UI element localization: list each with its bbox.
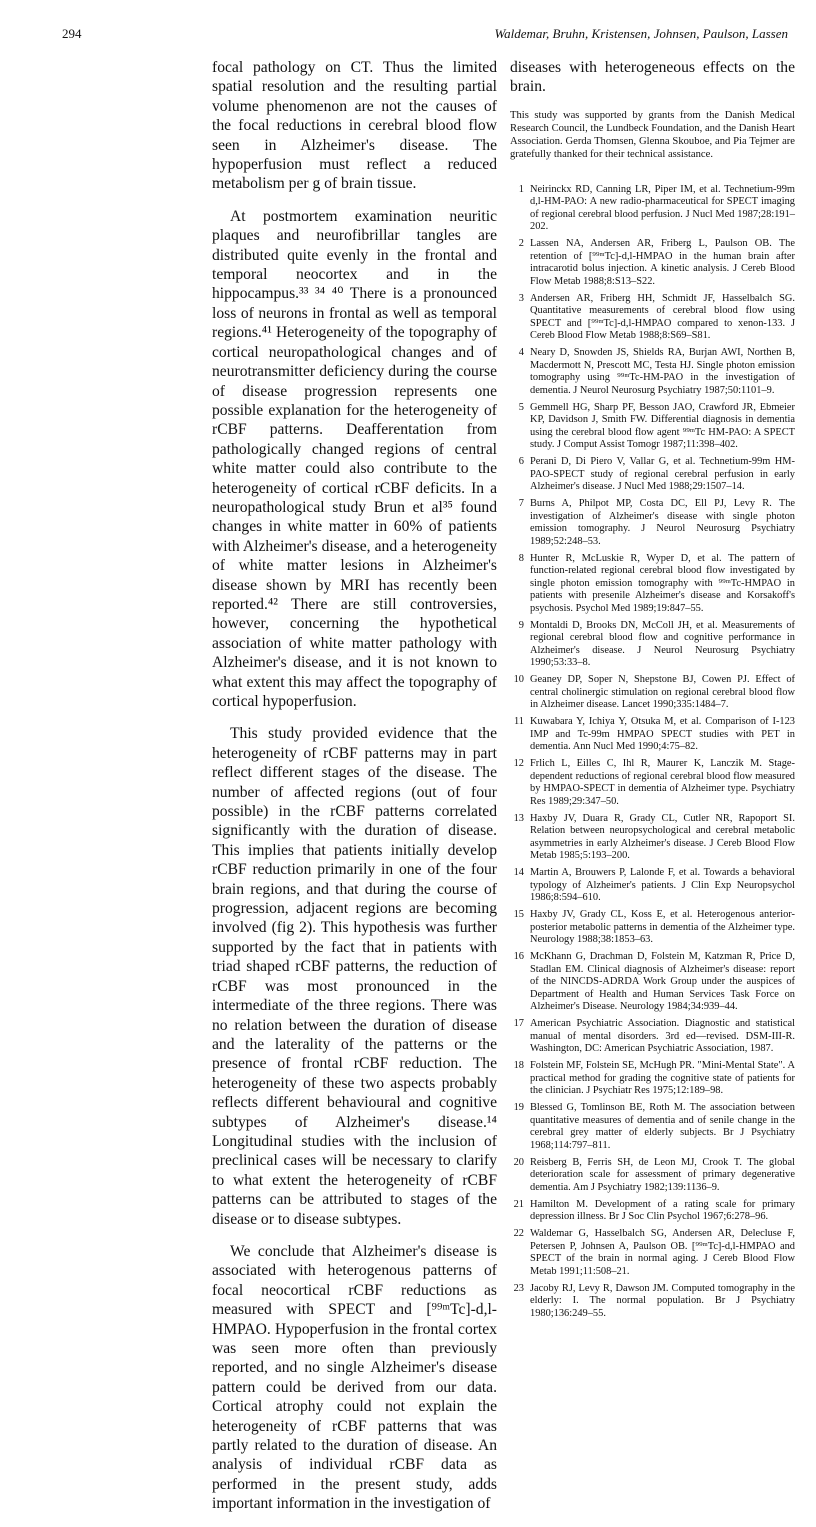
reference-text: Frlich L, Eilles C, Ihl R, Maurer K, Lanczik M. Stage-dependent reductions of regional cerebral blood flow measured by HMPAO-SPECT in dementia of Alzheimer type. Psychiatry Res 1989;29:347–50. <box>530 758 795 807</box>
reference-item <box>510 1102 795 1152</box>
reference-text: Perani D, Di Piero V, Vallar G, et al. Technetium-99m HM-PAO-SPECT study of regional cerebral perfusion in early Alzheimer's disease. J Nucl Med 1988;29:1507–14. <box>530 456 795 493</box>
reference-number: 8 <box>518 552 524 564</box>
reference-text: Haxby JV, Duara R, Grady CL, Cutler NR, Rapoport SI. Relation between neuropsychological and cerebral metabolic asymmetries in early Alzheimer's disease. J Cereb Blood Flow Metab 1985;5:193–200. <box>530 812 795 862</box>
reference-number: 17 <box>513 1018 524 1030</box>
page-number: 294 <box>62 26 82 41</box>
reference-text: Neary D, Snowden JS, Shields RA, Burjan AWI, Northen B, Macdermott N, Prescott MC, Testa HJ. Single photon emission tomography using ⁹⁹ᵐTc-HM-PAO in the investigation of dementia. J Neurol Neurosurg Psychiatry 1987;50:1101–9. <box>530 347 795 396</box>
reference-item <box>510 402 795 452</box>
reference-item <box>510 1228 795 1278</box>
acknowledgement: This study was supported by grants from the Danish Medical Research Council, the Lundbeck Foundation, and the Danish Heart Association. Gerda Thomsen, Glenna Skouboe, and Pia Tejmer are gratefully thanked for their technical assistance. <box>510 109 795 160</box>
reference-number: 2 <box>518 238 524 250</box>
reference-text: Geaney DP, Soper N, Shepstone BJ, Cowen PJ. Effect of central cholinergic stimulation on regional cerebral blood flow in Alzheimer disease. Lancet 1990;335:1484–7. <box>530 674 795 711</box>
reference-item <box>510 867 795 905</box>
reference-text: American Psychiatric Association. Diagnostic and statistical manual of mental disorders. 3rd ed—revised. DSM-III-R. Washington, DC: American Psychiatric Association, 1987. <box>530 1018 795 1055</box>
reference-text: McKhann G, Drachman D, Folstein M, Katzman R, Price D, Stadlan EM. Clinical diagnosis of Alzheimer's disease: report of the NINCDS-ADRDA Work Group under the auspices of Department of Health and Human Services Task Force on Alzheimer's Disease. Neurology 1984;34:939–44. <box>530 951 795 1013</box>
reference-number: 15 <box>513 909 524 921</box>
reference-text: Folstein MF, Folstein SE, McHugh PR. "Mini-Mental State". A practical method for grading the cognitive state of patients for the clinician. J Psychiatr Res 1975;12:189–98. <box>530 1060 795 1097</box>
body-paragraph-continuation: diseases with heterogeneous effects on the brain. <box>510 59 795 96</box>
body-paragraph: At postmortem examination neuritic plaques and neurofibrillar tangles are distributed quite evenly in the frontal and temporal neocortex and in the hippocampus.³³ ³⁴ ⁴⁰ There is a pronounced loss of neurons in frontal as well as temporal regions.⁴¹ Heterogeneity of the topography of cortical neuropathological changes and of neurotransmitter deficiency during the course of disease progression represents one possible explanation for the heterogeneity of rCBF patterns. Deafferentation from pathologically changed regions of central white matter could also contribute to the heterogeneity of cortical rCBF deficits. In a neuropathological study Brun et al³⁵ found changes in white matter in 60% of patients with Alzheimer's disease, and a heterogeneity of white matter lesions in Alzheimer's disease shown by MRI has recently been reported.⁴² There are still controversies, however, concerning the hypothetical association of white matter pathology with Alzheimer's disease, and it is not known to what extent this may affect the topography of cortical hypoperfusion. <box>212 207 497 710</box>
reference-item <box>510 347 795 397</box>
reference-number: 18 <box>513 1060 524 1072</box>
reference-text: Blessed G, Tomlinson BE, Roth M. The association between quantitative measures of dementia and of senile change in the cerebral grey matter of elderly subjects. Br J Psychiatry 1968;114:797–811. <box>530 1102 795 1151</box>
reference-number: 13 <box>513 812 524 824</box>
reference-number: 23 <box>513 1282 524 1294</box>
reference-text: Reisberg B, Ferris SH, de Leon MJ, Crook T. The global deterioration scale for assessment of primary degenerative dementia. Am J Psychiatry 1982;139:1136–9. <box>530 1156 795 1193</box>
reference-number: 19 <box>513 1102 524 1114</box>
reference-item <box>510 951 795 1014</box>
body-paragraph: We conclude that Alzheimer's disease is associated with heterogenous patterns of focal neocortical rCBF reductions as measured with SPECT and [⁹⁹ᵐTc]-d,l-HMPAO. Hypoperfusion in the frontal cortex was seen more often than previously reported, and no single Alzheimer's disease pattern could be derived from our data. Cortical atrophy could not explain the heterogeneity of rCBF patterns that was partly related to the duration of disease. An analysis of individual rCBF data as performed in the present study, adds important information in the investigation of <box>212 1242 497 1513</box>
reference-text: Kuwabara Y, Ichiya Y, Otsuka M, et al. Comparison of I-123 IMP and Tc-99m HMPAO SPECT studies with PET in dementia. Ann Nucl Med 1990;4:75–82. <box>530 716 795 753</box>
reference-number: 16 <box>513 951 524 963</box>
reference-text: Haxby JV, Grady CL, Koss E, et al. Heterogenous anterior-posterior metabolic patterns in dementia of the Alzheimer type. Neurology 1988;38:1853–63. <box>530 909 795 946</box>
reference-text: Martin A, Brouwers P, Lalonde F, et al. Towards a behavioral typology of Alzheimer's patients. J Clin Exp Neuropsychol 1986;8:594–610. <box>530 867 795 904</box>
reference-text: Neirinckx RD, Canning LR, Piper IM, et al. Technetium-99m d,l-HM-PAO: A new radio-pharmaceutical for SPECT imaging of regional cerebral blood perfusion. J Nucl Med 1987;28:191–202. <box>530 183 795 233</box>
reference-text: Burns A, Philpot MP, Costa DC, Ell PJ, Levy R. The investigation of Alzheimer's disease with single photon emission tomography. J Neurol Neurosurg Psychiatry 1989;52:248–53. <box>530 498 795 547</box>
right-column <box>510 58 795 1325</box>
reference-number: 22 <box>513 1228 524 1240</box>
reference-item <box>510 1060 795 1098</box>
reference-list <box>510 184 795 1321</box>
reference-text: Hamilton M. Development of a rating scale for primary depression illness. Br J Soc Clin Psychol 1967;6:278–96. <box>530 1198 795 1223</box>
reference-number: 20 <box>513 1156 524 1168</box>
reference-number: 1 <box>518 183 524 195</box>
reference-item <box>510 909 795 947</box>
reference-text: Andersen AR, Friberg HH, Schmidt JF, Hasselbalch SG. Quantitative measurements of cerebral blood flow using SPECT and [⁹⁹ᵐTc]-d,l-HMPAO compared to xenon-133. J Cereb Blood Flow Metab 1988;8:S69–S81. <box>530 292 795 342</box>
reference-number: 12 <box>513 758 524 770</box>
reference-text: Hunter R, McLuskie R, Wyper D, et al. The pattern of function-related regional cerebral blood flow investigated by single photon emission tomography with ⁹⁹ᵐTc-HMPAO in patients with presenile Alzheimer's disease and Korsakoff's psychosis. Psychol Med 1989;19:847–55. <box>530 552 795 614</box>
reference-item <box>510 456 795 494</box>
reference-text: Jacoby RJ, Levy R, Dawson JM. Computed tomography in the elderly: I. The normal population. Br J Psychiatry 1980;136:249–55. <box>530 1282 795 1319</box>
reference-item <box>510 620 795 670</box>
reference-text: Waldemar G, Hasselbalch SG, Andersen AR, Delecluse F, Petersen P, Johnsen A, Paulson OB. [⁹⁹ᵐTc]-d,l-HMPAO and SPECT of the brain in normal aging. J Cereb Blood Flow Metab 1991;11:508–21. <box>530 1228 795 1277</box>
reference-number: 11 <box>513 716 524 728</box>
reference-number: 6 <box>518 456 524 468</box>
reference-text: Gemmell HG, Sharp PF, Besson JAO, Crawford JR, Ebmeier KP, Davidson J, Smith FW. Differential diagnosis in dementia using the cerebral blood flow agent ⁹⁹ᵐTc HM-PAO: A SPECT study. J Comput Assist Tomogr 1987;11:398–402. <box>530 401 795 451</box>
reference-item <box>510 1018 795 1056</box>
reference-number: 4 <box>518 347 524 359</box>
reference-number: 14 <box>513 867 524 879</box>
reference-text: Montaldi D, Brooks DN, McColl JH, et al. Measurements of regional cerebral blood flow and cognitive performance in Alzheimer's disease. J Neurol Neurosurg Psychiatry 1990;53:33–8. <box>530 619 795 669</box>
reference-number: 9 <box>518 619 524 631</box>
body-paragraph: This study provided evidence that the heterogeneity of rCBF patterns may in part reflect different stages of the disease. The number of affected regions (out of four possible) in the rCBF patterns correlated significantly with the duration of disease. This implies that patients initially develop rCBF reduction primarily in one of the four brain regions, and that during the course of progression, adjacent regions are becoming involved (fig 2). This hypothesis was further supported by the fact that in patients with triad shaped rCBF patterns, the reduction of rCBF was most pronounced in the intermediate of the three regions. There was no relation between the duration of disease and the laterality of the patterns or the presence of frontal rCBF reduction. The heterogeneity of these two aspects probably reflects different behavioural and cognitive subtypes of Alzheimer's disease.¹⁴ Longitudinal studies with the inclusion of preclinical cases will be necessary to clarify to what extent the heterogeneity of rCBF patterns can be attributed to stages of the disease or to disease subtypes. <box>212 725 497 1228</box>
reference-text: Lassen NA, Andersen AR, Friberg L, Paulson OB. The retention of [⁹⁹ᵐTc]-d,l-HMPAO in the human brain after intracarotid bolus injection. A kinetic analysis. J Cereb Blood Flow Metab 1988;8:S13–S22. <box>530 238 795 287</box>
reference-item <box>510 758 795 808</box>
reference-item <box>510 716 795 754</box>
reference-item <box>510 184 795 234</box>
reference-item <box>510 238 795 288</box>
reference-number: 21 <box>513 1198 524 1210</box>
reference-item <box>510 1283 795 1321</box>
reference-item <box>510 553 795 616</box>
body-paragraph: focal pathology on CT. Thus the limited spatial resolution and the resulting partial volume phenomenon are not the causes of the focal reductions in cerebral blood flow seen in Alzheimer's disease. The hypoperfusion must reflect a reduced metabolism per g of brain tissue. <box>212 59 497 193</box>
reference-item <box>510 813 795 863</box>
running-head: Waldemar, Bruhn, Kristensen, Johnsen, Paulson, Lassen <box>494 26 788 41</box>
reference-number: 3 <box>518 292 524 304</box>
reference-item <box>510 498 795 548</box>
reference-item <box>510 1157 795 1195</box>
reference-item <box>510 293 795 343</box>
left-column <box>212 58 497 1527</box>
reference-number: 7 <box>518 498 524 510</box>
reference-item <box>510 674 795 712</box>
reference-number: 5 <box>518 401 524 413</box>
reference-number: 10 <box>513 674 524 686</box>
